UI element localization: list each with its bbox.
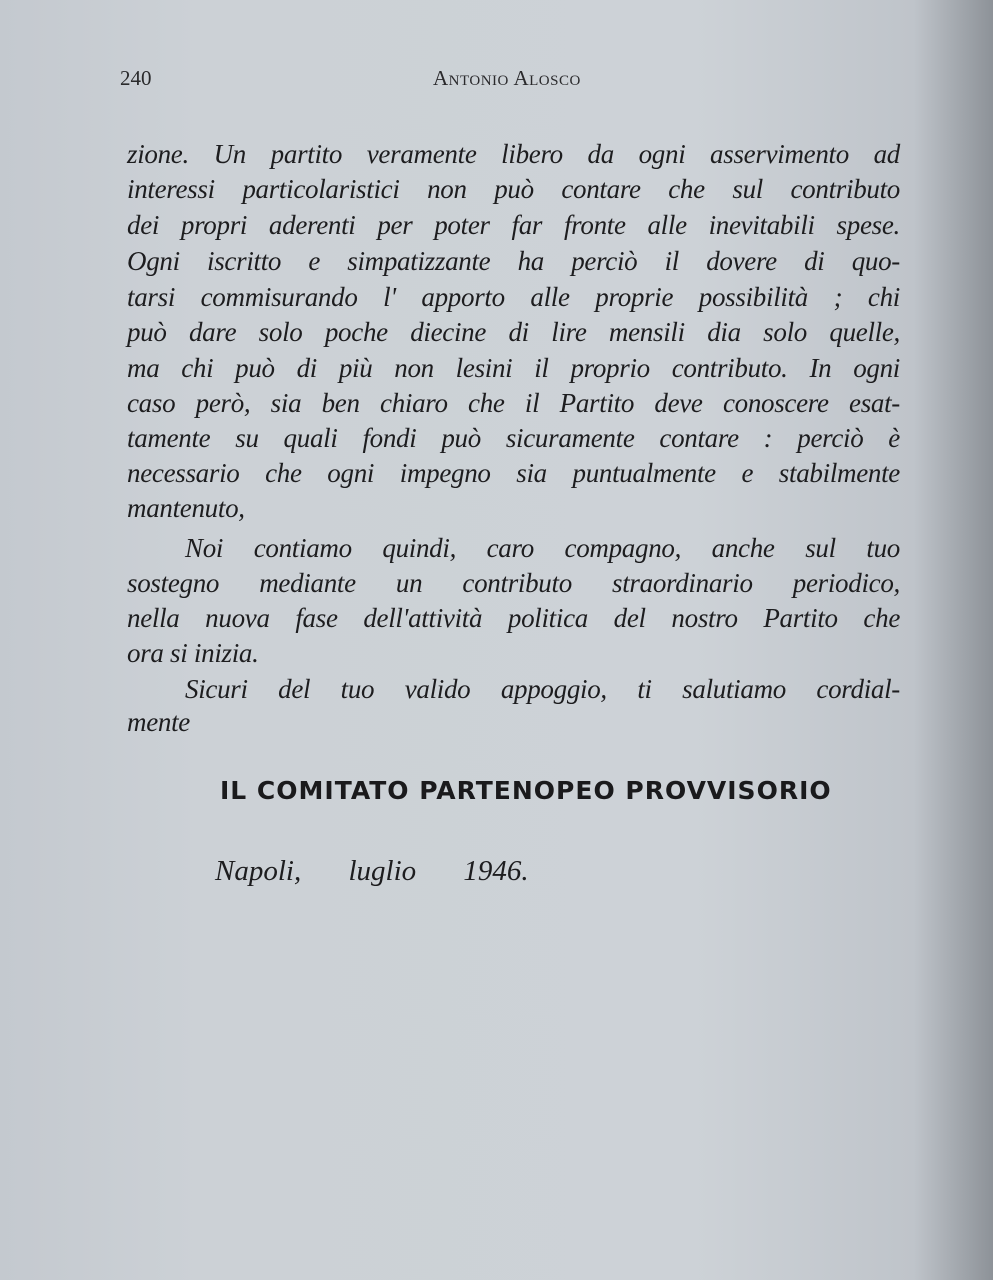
text-line: ma chi può di più non lesini il proprio contributo. In ogni xyxy=(127,353,900,383)
text-line: Ogni iscritto e simpatizzante ha perciò il dovere di quo- xyxy=(127,246,900,276)
text-line: Noi contiamo quindi, caro compagno, anche sul tuo xyxy=(185,533,900,563)
text-line: dei propri aderenti per poter far fronte alle inevitabili spese. xyxy=(127,210,900,240)
text-line: nella nuova fase dell'attività politica del nostro Partito che xyxy=(127,603,900,633)
running-header-author: Antonio Alosco xyxy=(433,66,581,90)
text-line: ora si inizia. xyxy=(127,638,259,668)
text-line: tarsi commisurando l' apporto alle proprie possibilità ; chi xyxy=(127,282,900,312)
page-number: 240 xyxy=(120,66,152,90)
text-line: mantenuto, xyxy=(127,493,245,523)
text-line: interessi particolaristici non può contare che sul contributo xyxy=(127,174,900,204)
text-line: sostegno mediante un contributo straordinario periodico, xyxy=(127,568,900,598)
text-line: zione. Un partito veramente libero da ogni asservimento ad xyxy=(127,139,900,169)
text-line: può dare solo poche diecine di lire mensili dia solo quelle, xyxy=(127,317,900,347)
text-line: mente xyxy=(127,707,190,737)
text-line: caso però, sia ben chiaro che il Partito deve conoscere esat- xyxy=(127,388,900,418)
text-line: tamente su quali fondi può sicuramente contare : perciò è xyxy=(127,423,900,453)
signature: IL COMITATO PARTENOPEO PROVVISORIO xyxy=(220,776,832,805)
text-line: Sicuri del tuo valido appoggio, ti salutiamo cordial- xyxy=(185,674,900,704)
text-line: necessario che ogni impegno sia puntualmente e stabilmente xyxy=(127,458,900,488)
place-date: Napoli, luglio 1946. xyxy=(215,855,529,887)
